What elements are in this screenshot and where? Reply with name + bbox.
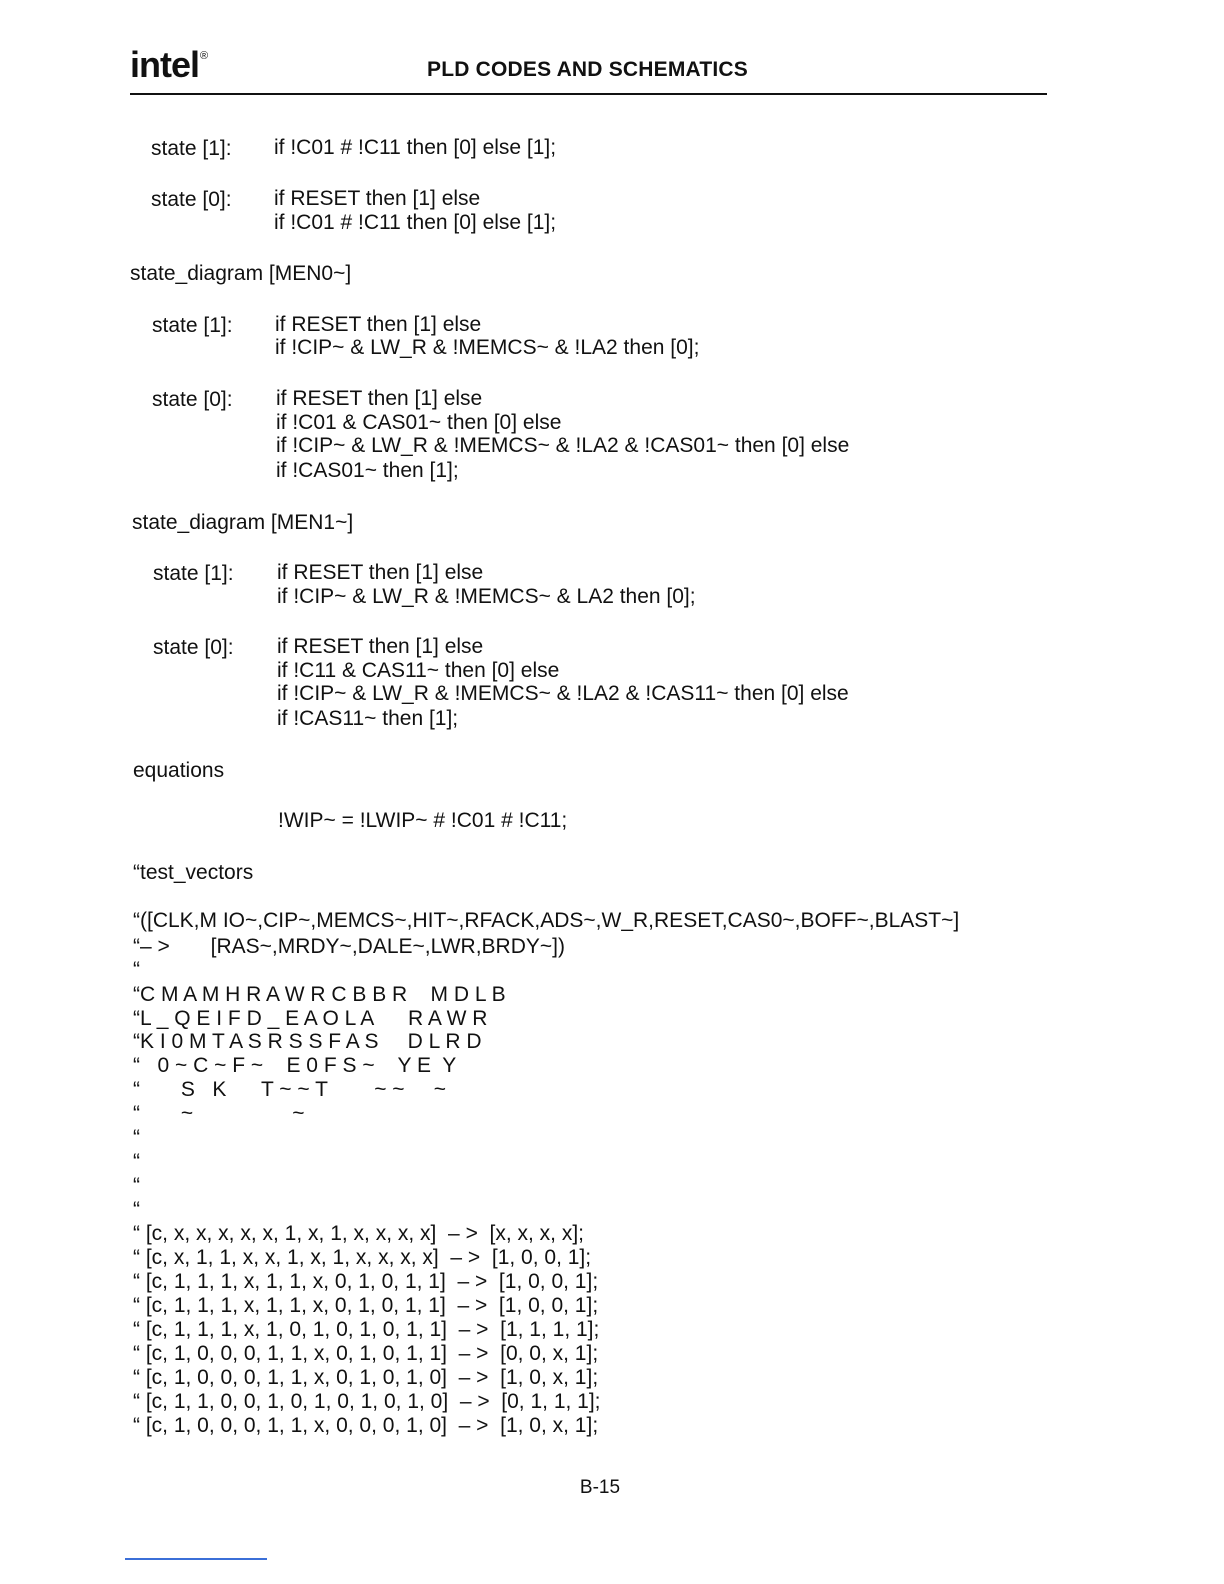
state-label: state [0]: — [151, 188, 232, 211]
code-line: if RESET then [1] else — [277, 561, 484, 584]
comment-line: “ — [133, 1150, 140, 1173]
vector-row: “ [c, 1, 1, 0, 0, 1, 0, 1, 0, 1, 0, 1, 0] – > [0, 1, 1, 1]; — [133, 1390, 601, 1413]
vector-row: “ [c, x, x, x, x, x, 1, x, 1, x, x, x, x] – > [x, x, x, x]; — [133, 1222, 585, 1245]
vector-row: “ [c, 1, 0, 0, 0, 1, 1, x, 0, 1, 0, 1, 0] – > [1, 0, x, 1]; — [133, 1366, 599, 1389]
page-header-title: PLD CODES AND SCHEMATICS — [427, 58, 748, 81]
column-heading-row: “L _ Q E I F D _ E A O L A R A W R — [133, 1007, 488, 1030]
comment-line: “ — [133, 1126, 140, 1149]
state-diagram-heading: state_diagram [MEN1~] — [132, 511, 354, 534]
column-heading-row: “C M A M H R A W R C B B R M D L B — [133, 983, 506, 1006]
code-line: if !C01 & CAS01~ then [0] else — [276, 411, 562, 434]
vector-row: “ [c, 1, 1, 1, x, 1, 0, 1, 0, 1, 0, 1, 1] – > [1, 1, 1, 1]; — [133, 1318, 600, 1341]
state-diagram-heading: state_diagram [MEN0~] — [130, 262, 352, 285]
test-vectors-heading: “test_vectors — [133, 861, 254, 884]
vector-row: “ [c, 1, 0, 0, 0, 1, 1, x, 0, 1, 0, 1, 1] – > [0, 0, x, 1]; — [133, 1342, 599, 1365]
vector-row: “ [c, 1, 1, 1, x, 1, 1, x, 0, 1, 0, 1, 1] – > [1, 0, 0, 1]; — [133, 1270, 599, 1293]
code-line: if !CIP~ & LW_R & !MEMCS~ & !LA2 & !CAS01~ then [0] else — [276, 434, 850, 457]
code-line: if !C01 # !C11 then [0] else [1]; — [274, 211, 557, 234]
code-line: if RESET then [1] else — [275, 313, 482, 336]
vector-signal-list: “([CLK,M IO~,CIP~,MEMCS~,HIT~,RFACK,ADS~,W_R,RESET,CAS0~,BOFF~,BLAST~] — [133, 909, 960, 932]
code-line: if !CAS11~ then [1]; — [277, 707, 459, 730]
column-heading-row: “K I 0 M T A S R S S F A S D L R D — [133, 1030, 482, 1053]
comment-line: “ — [133, 1198, 140, 1221]
header-divider — [130, 93, 1047, 95]
column-heading-row: “ 0 ~ C ~ F ~ E 0 F S ~ Y E Y — [133, 1054, 457, 1077]
state-label: state [1]: — [152, 314, 233, 337]
vector-row: “ [c, 1, 1, 1, x, 1, 1, x, 0, 1, 0, 1, 1] – > [1, 0, 0, 1]; — [133, 1294, 599, 1317]
code-line: if RESET then [1] else — [276, 387, 483, 410]
code-line: if RESET then [1] else — [274, 187, 481, 210]
state-label: state [1]: — [153, 562, 234, 585]
column-heading-row: “ S K T ~ ~ T ~ ~ ~ — [133, 1078, 447, 1101]
vector-signal-list: “– > [RAS~,MRDY~,DALE~,LWR,BRDY~]) — [133, 935, 565, 958]
code-line: if !CIP~ & LW_R & !MEMCS~ & !LA2 & !CAS11~ then [0] else — [277, 682, 849, 705]
code-line: if !CAS01~ then [1]; — [276, 459, 459, 482]
vector-row: “ [c, 1, 0, 0, 0, 1, 1, x, 0, 0, 0, 1, 0] – > [1, 0, x, 1]; — [133, 1414, 599, 1437]
intel-logo: intel® — [130, 44, 208, 85]
comment-line: “ — [133, 1174, 140, 1197]
state-label: state [1]: — [151, 137, 232, 160]
column-heading-row: “ ~ ~ — [133, 1102, 305, 1125]
page-number: B-15 — [579, 1477, 621, 1498]
state-label: state [0]: — [152, 388, 233, 411]
comment-line: “ — [133, 958, 140, 981]
code-line: if !C11 & CAS11~ then [0] else — [277, 659, 560, 682]
vector-row: “ [c, x, 1, 1, x, x, 1, x, 1, x, x, x, x] – > [1, 0, 0, 1]; — [133, 1246, 592, 1269]
code-line: if !C01 # !C11 then [0] else [1]; — [274, 136, 557, 159]
state-label: state [0]: — [153, 636, 234, 659]
code-line: if !CIP~ & LW_R & !MEMCS~ & !LA2 then [0]; — [275, 336, 700, 359]
code-line: if RESET then [1] else — [277, 635, 484, 658]
footer-divider — [125, 1558, 267, 1560]
equations-heading: equations — [133, 759, 225, 782]
equation-line: !WIP~ = !LWIP~ # !C01 # !C11; — [278, 809, 568, 832]
code-line: if !CIP~ & LW_R & !MEMCS~ & LA2 then [0]; — [277, 585, 696, 608]
